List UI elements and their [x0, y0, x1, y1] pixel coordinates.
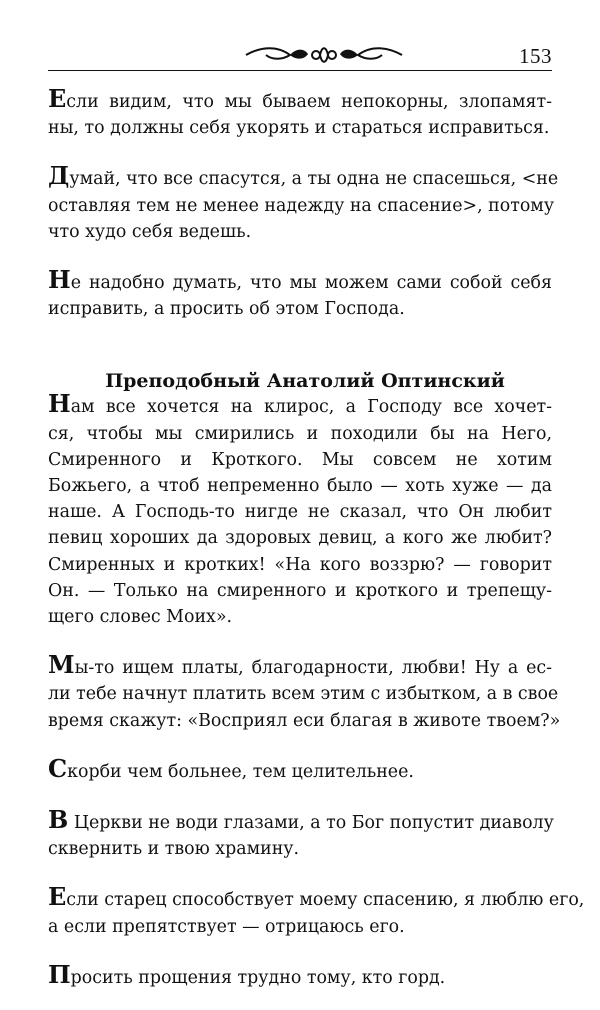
text-line: сли видим, что мы бываем непокорны, злопамят-	[66, 92, 552, 112]
paragraph	[48, 959, 552, 991]
page-content	[48, 71, 585, 991]
paragraph	[48, 84, 552, 141]
drop-initial: Е	[48, 882, 67, 912]
drop-initial: Д	[48, 161, 70, 191]
section-title: Преподобный Анатолий Оптинский	[105, 370, 505, 393]
text-line: умай, что все спасутся, а ты одна не спасешься, <не	[69, 169, 559, 190]
text-line: сли старец способствует моему спасению, я люблю его,	[66, 890, 585, 911]
text-line: ся, чтобы мы смирились и походили бы на Него,	[48, 423, 552, 444]
paragraph	[48, 389, 552, 630]
text-line: Божьего, а чтоб непременно было — хоть хуже — да	[48, 476, 552, 497]
text-line: корби чем больнее, тем целительнее.	[67, 761, 414, 782]
book-page	[48, 38, 585, 991]
drop-initial: В	[48, 805, 69, 835]
text-line: ы-то ищем платы, благодарности, любви! Ну а ес-	[74, 658, 552, 679]
text-line: е надобно думать, что мы можем сами собой себя	[70, 273, 552, 294]
text-line: Смиренных и кротких! «На кого воззрю? — говорит	[48, 554, 552, 575]
drop-initial: Н	[48, 389, 71, 419]
text-line: сквернить и твою храмину.	[48, 839, 300, 860]
text-line: наше. А Господь-то нигде не сказал, что Он любит	[48, 502, 552, 523]
text-line: ам все хочется на клирос, а Господу все хочет-	[70, 397, 552, 418]
paragraph	[48, 161, 559, 245]
text-line: росить прощения трудно тому, кто горд.	[70, 967, 446, 988]
text-line: Он. — Только на смиренного и кроткого и трепещу-	[48, 580, 552, 601]
paragraph	[48, 753, 552, 785]
paragraph	[48, 265, 552, 322]
drop-initial: С	[48, 753, 68, 783]
drop-initial: П	[48, 959, 71, 989]
page-header	[48, 38, 552, 71]
decorative-scroll-ornament-icon	[244, 44, 404, 66]
paragraph	[48, 882, 585, 939]
drop-initial: Е	[48, 84, 67, 113]
page-number: 153	[519, 44, 552, 68]
text-line: ны, то должны себя укорять и стараться исправиться.	[48, 118, 550, 139]
drop-initial: М	[48, 650, 75, 680]
text-line: оставляя тем не менее надежду на спасение>, потому	[48, 195, 555, 216]
text-line: щего словес Моих».	[48, 607, 233, 628]
paragraph	[48, 650, 561, 734]
drop-initial: Н	[48, 265, 71, 295]
text-line: ли тебе начнут платить всем этим с избытком, а в свое	[48, 684, 559, 705]
text-line: певиц хороших да здоровых девиц, а кого же любит?	[48, 528, 552, 549]
text-line: Церкви не води глазами, а то Бог попустит диаволу	[68, 813, 554, 834]
text-line: что худо себя ведешь.	[48, 221, 252, 242]
text-line: исправить, а просить об этом Господа.	[48, 299, 405, 320]
text-line: а если препятствует — отрицаюсь его.	[48, 916, 405, 937]
text-line: время скажут: «Восприял еси благая в животе твоем?»	[48, 710, 561, 731]
text-line: Смиренного и Кроткого. Мы совсем не хотим	[48, 449, 552, 470]
paragraph	[48, 805, 554, 862]
